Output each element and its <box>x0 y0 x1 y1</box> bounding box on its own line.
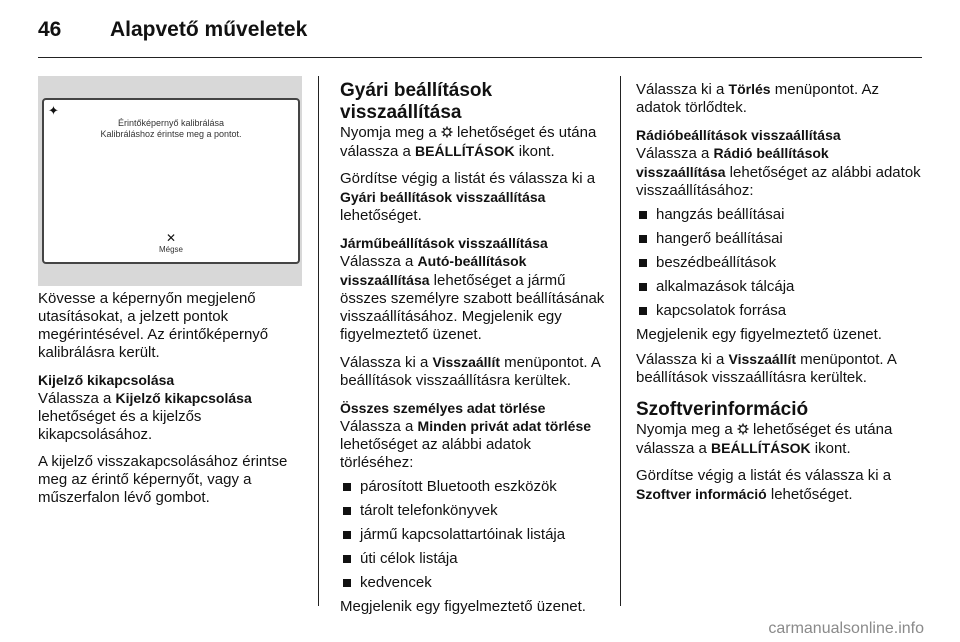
section-title: Szoftverinformáció <box>636 399 809 420</box>
gear-icon <box>441 126 453 138</box>
paragraph: Nyomja meg a lehetőséget és utána válassza a BEÁLLÍTÁSOK ikont. <box>636 421 893 457</box>
paragraph: Válassza a Autó-beállítások visszaállítása lehetőséget a jármű összes személyre szabott beállításának visszaállításához. Megjelenik egy figyelmeztető üzenet. <box>340 253 605 343</box>
list-item: hangerő beállításai <box>636 230 922 248</box>
list-item: jármű kapcsolattartóinak listája <box>340 526 608 544</box>
paragraph: Megjelenik egy figyelmeztető üzenet. <box>636 326 882 343</box>
intro-text: Kövesse a képernyőn megjelenő utasításokat, a jelzett pontok megérintésével. Az érintőképernyő kalibrálásra került. <box>38 290 269 361</box>
list-item: beszédbeállítások <box>636 254 922 272</box>
header-rule <box>38 57 922 58</box>
figure-title: Érintőképernyő kalibrálása <box>117 118 225 128</box>
touchscreen-illustration <box>42 98 300 264</box>
crosshair-icon: ✦ <box>48 103 59 118</box>
list-item: alkalmazások tálcája <box>636 278 922 296</box>
paragraph: Gördítse végig a listát és válassza ki a Szoftver információ lehetőséget. <box>636 467 892 503</box>
paragraph: A kijelző visszakapcsolásához érintse meg az érintő képernyőt, vagy a műszerfalon lévő gombot. <box>38 453 288 506</box>
page-title: Alapvető műveletek <box>110 18 308 41</box>
calibration-figure <box>38 76 302 286</box>
page-number: 46 <box>38 18 62 41</box>
paragraph: Gördítse végig a listát és válassza ki a Gyári beállítások visszaállítása lehetőséget. <box>340 170 596 224</box>
section-heading: Összes személyes adat törlése <box>340 400 546 416</box>
column-divider <box>620 76 621 606</box>
list-item: tárolt telefonkönyvek <box>340 502 608 520</box>
paragraph: Megjelenik egy figyelmeztető üzenet. <box>340 598 586 615</box>
list-item: kapcsolatok forrása <box>636 302 922 320</box>
list-item: hangzás beállításai <box>636 206 922 224</box>
column-divider <box>318 76 319 606</box>
paragraph: Válassza ki a Visszaállít menüpontot. A beállítások visszaállításra kerültek. <box>636 351 897 386</box>
section-heading: Járműbeállítások visszaállítása <box>340 235 548 251</box>
section-heading: Kijelző kikapcsolása <box>38 372 175 388</box>
reset-items-list <box>636 206 922 320</box>
cancel-label: Mégse <box>158 245 183 254</box>
list-item: úti célok listája <box>340 550 608 568</box>
paragraph: Nyomja meg a lehetőséget és utána válassza a BEÁLLÍTÁSOK ikont. <box>340 124 597 160</box>
paragraph: Válassza a Kijelző kikapcsolása lehetőséget és a kijelzős kikapcsolásához. <box>38 390 252 443</box>
list-item: párosított Bluetooth eszközök <box>340 478 608 496</box>
section-heading: Rádióbeállítások visszaállítása <box>636 127 841 143</box>
paragraph: Válassza a Minden privát adat törlése lehetőséget az alábbi adatok törléséhez: <box>340 418 592 471</box>
page-header <box>38 18 307 42</box>
list-item: kedvencek <box>340 574 608 592</box>
column-2 <box>340 80 608 625</box>
paragraph: Válassza ki a Törlés menüpontot. Az adatok törlődtek. <box>636 81 879 116</box>
column-3 <box>636 80 922 513</box>
close-icon: ✕ <box>165 231 177 245</box>
watermark: carmanualsonline.info <box>768 620 924 637</box>
paragraph: Válassza a Rádió beállítások visszaállítása lehetőséget az alábbi adatok visszaállításához: <box>636 145 921 199</box>
figure-instruction: Kalibráláshoz érintse meg a pontot. <box>100 129 242 139</box>
section-title: Gyári beállítások visszaállítása <box>340 80 493 123</box>
deleted-data-list <box>340 478 608 592</box>
column-1 <box>38 290 310 516</box>
paragraph: Válassza ki a Visszaállít menüpontot. A beállítások visszaállításra kerültek. <box>340 354 601 389</box>
gear-icon <box>737 423 749 435</box>
